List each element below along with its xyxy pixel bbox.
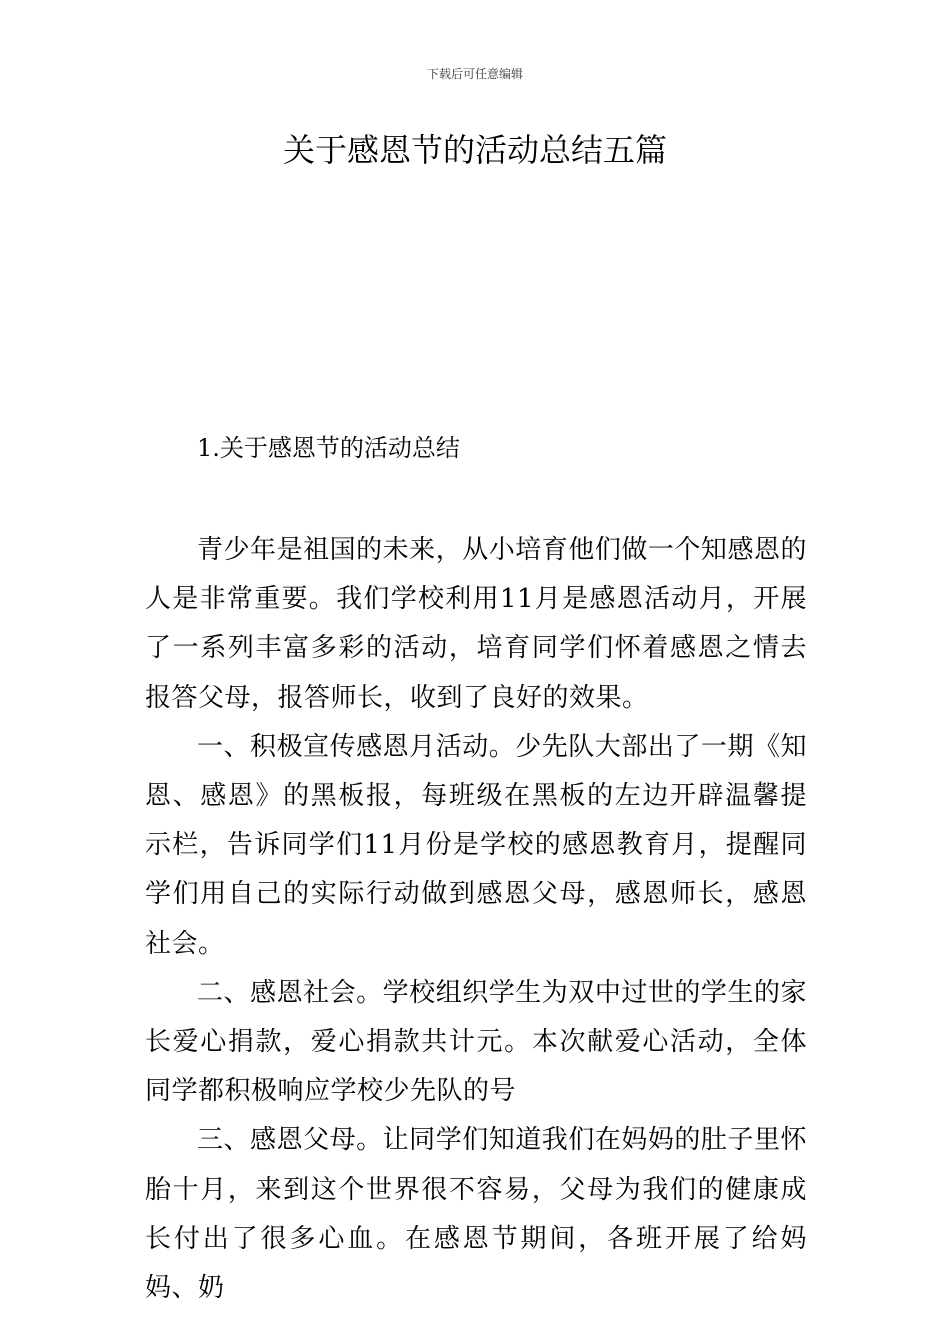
paragraph: 一、积极宣传感恩月活动。少先队大部出了一期《知恩、感恩》的黑板报，每班级在黑板的左边开辟温馨提示栏，告诉同学们11月份是学校的感恩教育月，提醒同学们用自己的实际行动做到感恩父母，感恩师长，感恩社会。 xyxy=(145,731,807,959)
paragraph: 二、感恩社会。学校组织学生为双中过世的学生的家长爱心捐款，爱心捐款共计元。本次献爱心活动，全体同学都积极响应学校少先队的号 xyxy=(145,977,807,1107)
paragraph: 三、感恩父母。让同学们知道我们在妈妈的肚子里怀胎十月，来到这个世界很不容易，父母为我们的健康成长付出了很多心血。在感恩节期间，各班开展了给妈妈、奶 xyxy=(145,1125,807,1304)
header-note: 下载后可任意编辑 xyxy=(426,67,523,81)
paragraph: 青少年是祖国的未来，从小培育他们做一个知感恩的人是非常重要。我们学校利用11月是感恩活动月，开展了一系列丰富多彩的活动，培育同学们怀着感恩之情去报答父母，报答师长，收到了良好的效果。 xyxy=(145,535,807,713)
body-text xyxy=(145,526,807,1313)
document-title: 关于感恩节的活动总结五篇 xyxy=(282,131,667,169)
section-heading: 1.关于感恩节的活动总结 xyxy=(197,434,460,462)
